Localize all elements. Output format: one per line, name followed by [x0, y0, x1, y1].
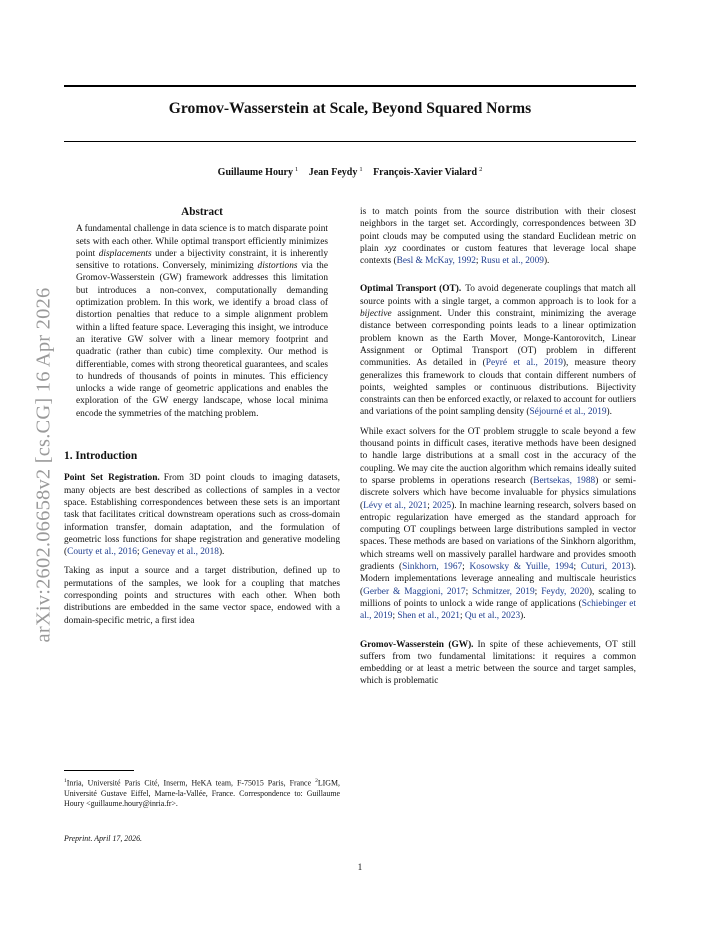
citation-link[interactable]: Sinkhorn, 1967 — [402, 562, 463, 573]
citation-link[interactable]: Genevay et al., 2018 — [141, 547, 219, 558]
citation-link[interactable]: Shen et al., 2021 — [397, 611, 460, 622]
abstract-body: A fundamental challenge in data science is to match disparate point sets with each other. While optimal transport efficiently minimizes point displacements under a bijectivity constraint, it is inherently sensitive to rotations. Conversely, minimizing distortions via the Gromov-Wasserstein (GW) framework addresses this limitation but introduces a non-convex, computationally demanding optimization problem. In this work, we identify a broad class of distortion penalties that reduce to a simple alignment problem within a lifted feature space. Leveraging this insight, we introduce an iterative GW solver with a linear memory footprint and quadratic (rather than cubic) time complexity. Our method is differentiable, comes with strong theoretical guarantees, and scales to hundreds of thousands of points in minutes. This efficiency unlocks a wide range of geometric applications and enables the exploration of the GW energy landscape, whose local minima encode the symmetries of the matching problem. — [76, 224, 328, 419]
citation-link[interactable]: Feydy, 2020 — [541, 586, 589, 597]
citation-link[interactable]: Rusu et al., 2009 — [480, 256, 544, 267]
citation-link[interactable]: Gerber & Maggioni, 2017 — [363, 586, 466, 597]
paragraph-runin-heading: Point Set Registration. — [64, 473, 160, 484]
citation-link[interactable]: Schmitzer, 2019 — [472, 586, 535, 597]
section-heading: 1. Introduction — [64, 450, 138, 463]
paragraph: Optimal Transport (OT). To avoid degenerate couplings that match all source points with a single target, a common approach is to look for a bijective assignment. Under this constraint, minimizing the average distance between corresponding points leads to a linear optimization problem known as the Earth Mover, Monge-Kantorovitch, Linear Assignment or Optimal Transport (OT) problem in different communities. As detailed in (Peyré et al., 2019), measure theory generalizes this framework to clouds that contain different numbers of points, weighted samples or continuous distributions. Bijectivity constraints can then be enforced exactly, or relaxed to account for outliers and variations of the point sampling density (Séjourné et al., 2019). — [360, 284, 636, 418]
paragraph: Taking as input a source and a target distribution, defined up to permutations of the samples, we look for a coupling that matches corresponding points and structures with each other. When both distributions are embedded in the same vector space, endowed with a domain-specific metric, a first idea — [64, 566, 340, 626]
citation-link[interactable]: Bertsekas, 1988 — [533, 475, 596, 486]
paragraph-runin-heading: Optimal Transport (OT). — [360, 284, 462, 295]
citation-link[interactable]: Qu et al., 2023 — [464, 611, 521, 622]
citation-link[interactable]: Peyré et al., 2019 — [485, 358, 563, 369]
right-column — [360, 206, 636, 695]
citation-link[interactable]: 2025 — [432, 500, 452, 511]
affiliations: $^1$Inria, Université Paris Cité, Inserm, HeKA team, F-75015 Paris, France $^2$LIGM, Université Gustave Eiffel, Marne-la-Vallée, France. Correspondence to: Guillaume Houry <guillaume.houry@inria.fr>. — [64, 778, 340, 809]
paragraph-runin-heading: Gromov-Wasserstein (GW). — [360, 639, 474, 650]
citation-link[interactable]: Lévy et al., 2021 — [363, 500, 428, 511]
citation-link[interactable]: Cuturi, 2013 — [580, 562, 631, 573]
left-column — [64, 206, 340, 634]
author-list — [64, 166, 636, 178]
page-number: 1 — [357, 863, 363, 873]
paragraph: Gromov-Wasserstein (GW). In spite of these achievements, OT still suffers from two fundamental limitations: it requires a common embedding or at least a metric between the source and target samples, which is problematic — [360, 639, 636, 687]
citation-link[interactable]: Besl & McKay, 1992 — [396, 256, 476, 267]
paragraph: While exact solvers for the OT problem struggle to scale beyond a few thousand points in difficult cases, iterative methods have been designed to handle large distributions at a small cost in the accuracy of the coupling. We may cite the auction algorithm which remains ideally suited to sparse problems in operations research (Bertsekas, 1988) or semi-discrete solvers which have become invaluable for physics simulations (Lévy et al., 2021; 2025). In machine learning research, solvers based on entropic regularization have emerged as the standard approach for computing OT couplings between large distributions sampled in vector spaces. These methods are based on variations of the Sinkhorn algorithm, which streams well on massively parallel hardware and provides smooth gradients (Sinkhorn, 1967; Kosowsky & Yuille, 1994; Cuturi, 2013). Modern implementations leverage annealing and multiscale heuristics (Gerber & Maggioni, 2017; Schmitzer, 2019; Feydy, 2020), scaling to millions of points to unlock a wide range of applications (Schiebinger et al., 2019; Shen et al., 2021; Qu et al., 2023). — [360, 426, 637, 622]
preprint-note: Preprint. April 17, 2026. — [64, 834, 143, 843]
author: Jean Feydy $^1$ — [308, 166, 363, 179]
author: Guillaume Houry $^1$ — [217, 166, 299, 179]
citation-link[interactable]: Kosowsky & Yuille, 1994 — [469, 562, 574, 573]
paper-title: Gromov-Wasserstein at Scale, Beyond Squared Norms — [168, 100, 532, 117]
title-bottom-rule — [64, 141, 636, 142]
abstract-heading: Abstract — [181, 206, 223, 218]
paragraph: Point Set Registration. From 3D point clouds to imaging datasets, many objects are best described as collections of samples in a vector space. Establishing correspondences between these sets is an important task that facilitates critical downstream operations such as cross-domain information transfer, domain adaptation, and the formulation of geometric loss functions for shape registration and generative modeling (Courty et al., 2016; Genevay et al., 2018). — [64, 473, 340, 558]
footnote — [64, 770, 340, 809]
author: François-Xavier Vialard $^2$ — [373, 166, 483, 179]
paragraph: is to match points from the source distribution with their closest neighbors in the target set. Accordingly, correspondences between 3D point clouds may be computed using the standard Euclidean metric on plain xyz coordinates or custom features that leverage local shape contexts (Besl & McKay, 1992; Rusu et al., 2009). — [360, 207, 636, 267]
citation-link[interactable]: Séjourné et al., 2019 — [529, 407, 607, 418]
arxiv-stamp: arXiv:2602.06658v2 [cs.CG] 16 Apr 2026 — [32, 287, 55, 643]
footnote-rule — [64, 770, 134, 771]
citation-link[interactable]: Schiebinger et al., 2019 — [360, 598, 636, 622]
top-rule — [64, 85, 636, 87]
citation-link[interactable]: Courty et al., 2016 — [67, 547, 137, 558]
